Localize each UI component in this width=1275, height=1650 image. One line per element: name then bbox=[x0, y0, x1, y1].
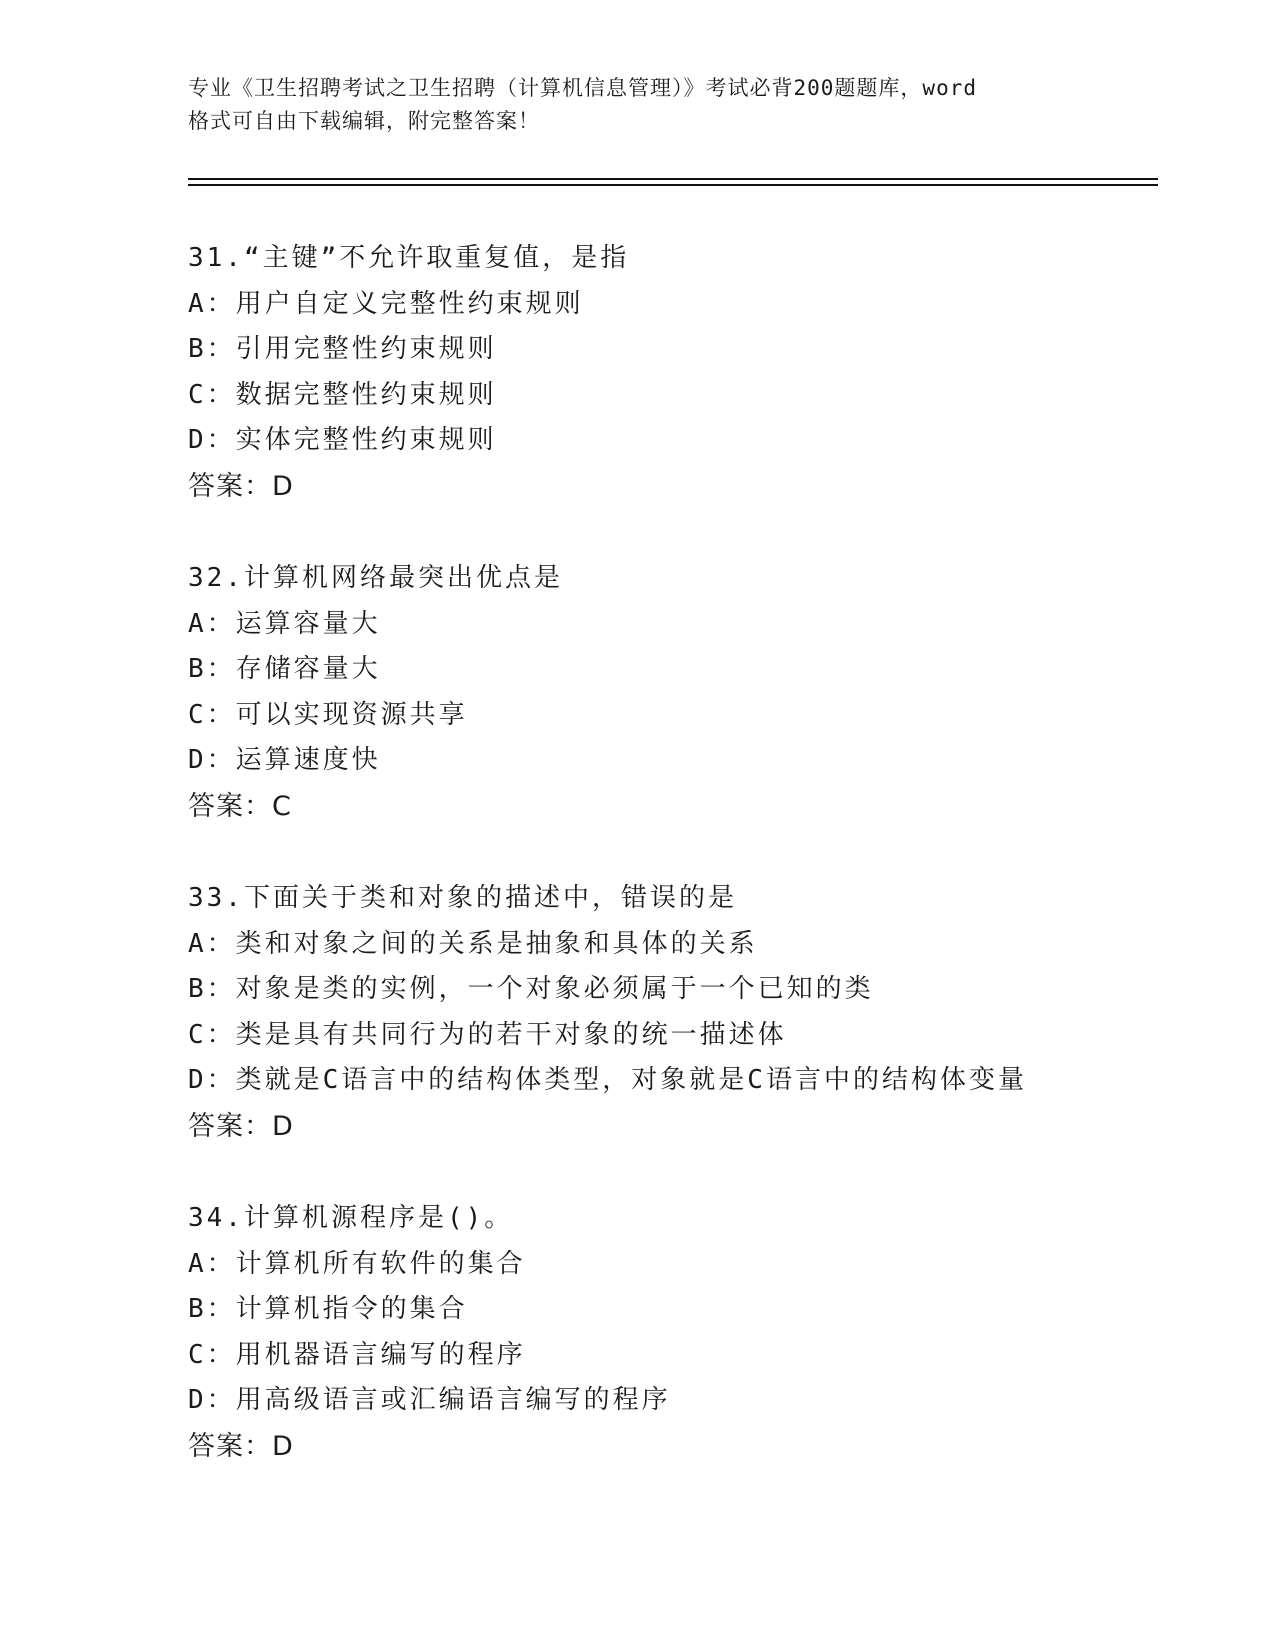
option-c: C：用机器语言编写的程序 bbox=[188, 1339, 526, 1370]
header-line-1: 专业《卫生招聘考试之卫生招聘（计算机信息管理）》考试必背200题题库，word bbox=[188, 76, 977, 100]
option-d: D：实体完整性约束规则 bbox=[188, 425, 497, 455]
question-stem: 34.计算机源程序是()。 bbox=[188, 1203, 514, 1233]
header-divider-bottom bbox=[188, 184, 1158, 186]
header-divider-top bbox=[188, 178, 1158, 180]
header-line-2: 格式可自由下载编辑，附完整答案！ bbox=[188, 109, 540, 133]
option-c: C：可以实现资源共享 bbox=[188, 699, 468, 730]
question-stem: 33.下面关于类和对象的描述中，错误的是 bbox=[188, 883, 737, 913]
question-stem: 31.“主键”不允许取重复值，是指 bbox=[188, 243, 630, 273]
option-c: C：数据完整性约束规则 bbox=[188, 379, 497, 410]
option-a: A：类和对象之间的关系是抽象和具体的关系 bbox=[188, 928, 758, 959]
option-b: B：对象是类的实例，一个对象必须属于一个已知的类 bbox=[188, 974, 874, 1004]
option-a: A：计算机所有软件的集合 bbox=[188, 1248, 526, 1279]
option-b: B：存储容量大 bbox=[188, 654, 381, 684]
option-d: D：类就是C语言中的结构体类型，对象就是C语言中的结构体变量 bbox=[188, 1065, 1027, 1095]
question-32 bbox=[188, 556, 1148, 829]
answer: 答案：C bbox=[188, 790, 292, 822]
option-b: B：计算机指令的集合 bbox=[188, 1294, 468, 1324]
option-c: C：类是具有共同行为的若干对象的统一描述体 bbox=[188, 1019, 787, 1050]
question-33 bbox=[188, 876, 1148, 1149]
document-header bbox=[188, 72, 1088, 138]
answer: 答案：D bbox=[188, 1430, 294, 1462]
option-a: A：用户自定义完整性约束规则 bbox=[188, 288, 584, 319]
question-31 bbox=[188, 236, 1148, 509]
option-d: D：用高级语言或汇编语言编写的程序 bbox=[188, 1385, 671, 1415]
question-stem: 32.计算机网络最突出优点是 bbox=[188, 563, 563, 593]
answer: 答案：D bbox=[188, 470, 294, 502]
option-a: A：运算容量大 bbox=[188, 608, 381, 639]
question-34 bbox=[188, 1196, 1148, 1469]
answer: 答案：D bbox=[188, 1110, 294, 1142]
option-d: D：运算速度快 bbox=[188, 745, 381, 775]
option-b: B：引用完整性约束规则 bbox=[188, 334, 497, 364]
